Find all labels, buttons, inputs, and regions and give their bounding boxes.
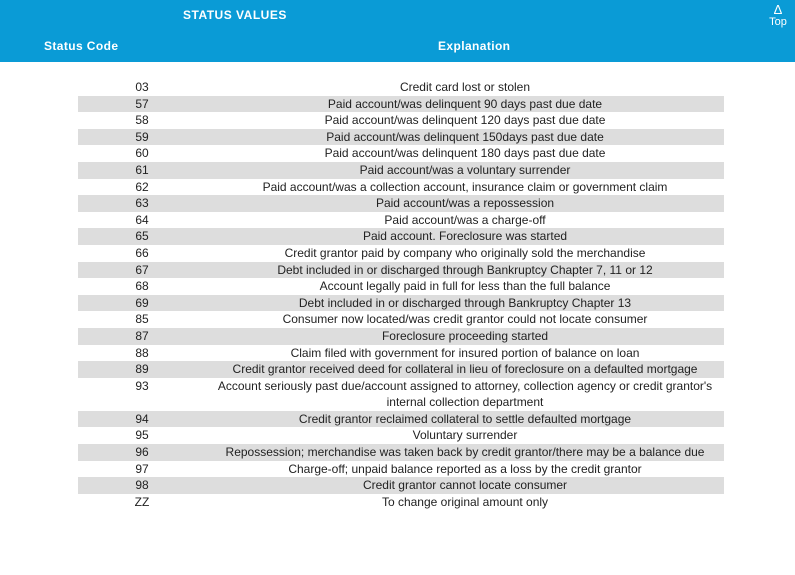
- status-code-cell: 89: [78, 361, 206, 378]
- explanation-cell: Debt included in or discharged through Bankruptcy Chapter 13: [206, 295, 724, 312]
- explanation-cell: Credit grantor cannot locate consumer: [206, 477, 724, 494]
- table-row: [78, 262, 724, 279]
- table-row: [78, 378, 724, 411]
- table-row: [78, 245, 724, 262]
- status-code-cell: 63: [78, 195, 206, 212]
- explanation-cell: Credit grantor received deed for collateral in lieu of foreclosure on a defaulted mortgage: [206, 361, 724, 378]
- explanation-cell: Consumer now located/was credit grantor could not locate consumer: [282, 312, 648, 327]
- explanation-cell: Claim filed with government for insured portion of balance on loan: [290, 345, 640, 360]
- column-header-explanation: Explanation: [438, 39, 511, 53]
- table-row: [78, 112, 724, 129]
- table-row: [78, 278, 724, 295]
- table-row: [78, 444, 724, 461]
- status-code-cell: 66: [135, 245, 149, 260]
- status-code-cell: 62: [135, 179, 149, 194]
- status-code-cell: 57: [78, 96, 206, 113]
- table-row: [78, 461, 724, 478]
- header-bar: [0, 0, 795, 62]
- table-row: [78, 411, 724, 428]
- table-row: [78, 79, 724, 96]
- explanation-cell: Voluntary surrender: [412, 428, 518, 443]
- table-row: [78, 212, 724, 229]
- explanation-cell: Debt included in or discharged through Bankruptcy Chapter 7, 11 or 12: [206, 262, 724, 279]
- table-row: [78, 361, 724, 378]
- explanation-cell: Paid account/was a repossession: [206, 195, 724, 212]
- explanation-cell: Paid account/was delinquent 180 days past due date: [324, 146, 606, 161]
- top-link[interactable]: [764, 3, 792, 28]
- status-code-cell: 85: [135, 312, 149, 327]
- table-row: [78, 228, 724, 245]
- explanation-cell: Repossession; merchandise was taken back by credit grantor/there may be a balance due: [206, 444, 724, 461]
- status-code-cell: 59: [78, 129, 206, 146]
- table-row: [78, 494, 724, 511]
- status-code-cell: 58: [135, 113, 149, 128]
- status-code-cell: 65: [78, 228, 206, 245]
- status-code-cell: 61: [78, 162, 206, 179]
- status-code-cell: 64: [135, 212, 149, 227]
- table-row: [78, 145, 724, 162]
- explanation-cell: Paid account/was a voluntary surrender: [206, 162, 724, 179]
- explanation-cell: Credit card lost or stolen: [399, 80, 531, 94]
- table-row: [78, 96, 724, 113]
- table-row: [78, 129, 724, 146]
- status-code-cell: 98: [78, 477, 206, 494]
- status-code-cell: ZZ: [134, 494, 150, 509]
- explanation-cell: Paid account. Foreclosure was started: [206, 228, 724, 245]
- status-code-cell: 87: [78, 328, 206, 345]
- page-title: STATUS VALUES: [183, 8, 287, 22]
- table-row: [78, 162, 724, 179]
- explanation-cell: Account legally paid in full for less than the full balance: [319, 279, 611, 294]
- status-code-cell: 96: [78, 444, 206, 461]
- status-values-table: [78, 79, 724, 510]
- explanation-cell: Credit grantor paid by company who originally sold the merchandise: [284, 245, 646, 260]
- status-code-cell: 03: [135, 80, 149, 94]
- explanation-cell: Paid account/was a charge-off: [384, 212, 546, 227]
- status-code-cell: 69: [78, 295, 206, 312]
- table-row: [78, 427, 724, 444]
- explanation-cell: Paid account/was delinquent 90 days past due date: [206, 96, 724, 113]
- status-code-cell: 67: [78, 262, 206, 279]
- table-row: [78, 328, 724, 345]
- explanation-cell: Paid account/was delinquent 120 days past due date: [324, 113, 606, 128]
- status-code-cell: 68: [135, 279, 149, 294]
- status-code-cell: 97: [135, 461, 149, 476]
- explanation-cell: Paid account/was delinquent 150days past due date: [206, 129, 724, 146]
- table-row: [78, 295, 724, 312]
- explanation-cell: Account seriously past due/account assigned to attorney, collection agency or credit grantor's internal collection department: [217, 378, 713, 410]
- status-code-cell: 93: [135, 378, 149, 393]
- explanation-cell: Charge-off; unpaid balance reported as a loss by the credit grantor: [288, 461, 642, 476]
- column-header-status-code: Status Code: [44, 39, 119, 53]
- table-row: [78, 311, 724, 328]
- table-row: [78, 179, 724, 196]
- status-code-cell: 60: [135, 146, 149, 161]
- status-code-cell: 88: [135, 345, 149, 360]
- status-code-cell: 94: [78, 411, 206, 428]
- explanation-cell: Foreclosure proceeding started: [206, 328, 724, 345]
- table-row: [78, 195, 724, 212]
- explanation-cell: Credit grantor reclaimed collateral to settle defaulted mortgage: [206, 411, 724, 428]
- top-link-label: Top: [769, 16, 787, 28]
- triangle-up-icon: Δ: [773, 2, 783, 17]
- table-row: [78, 345, 724, 362]
- explanation-cell: Paid account/was a collection account, insurance claim or government claim: [262, 179, 668, 194]
- explanation-cell: To change original amount only: [381, 494, 549, 509]
- table-row: [78, 477, 724, 494]
- status-code-cell: 95: [135, 428, 149, 443]
